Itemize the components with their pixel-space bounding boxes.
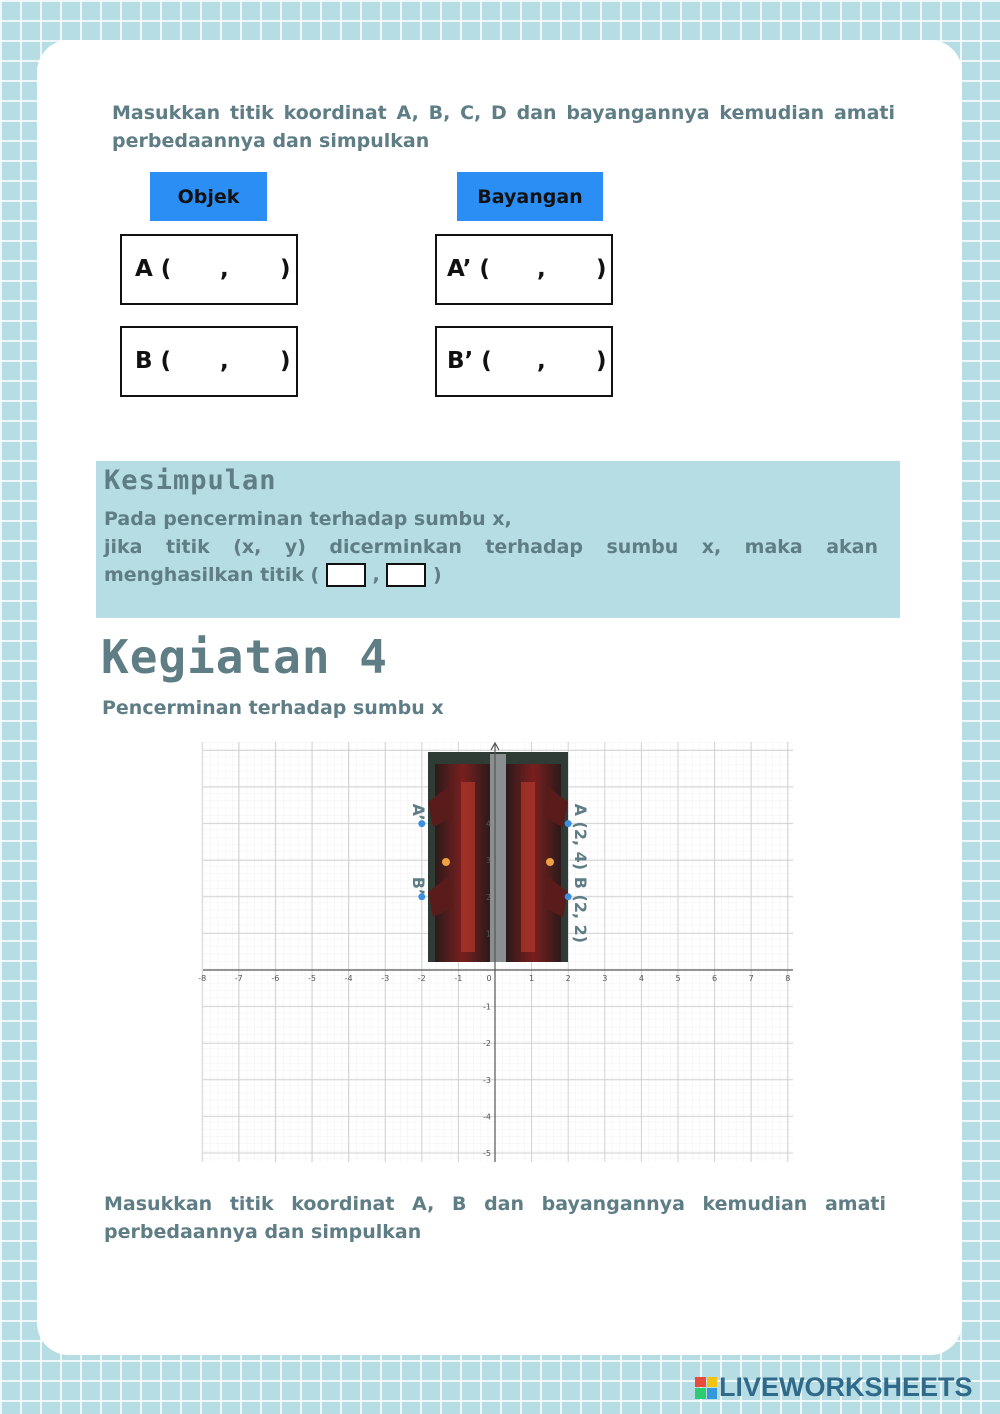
- coordinate-label-a-prime: A’ (: [447, 256, 490, 282]
- x-tick-label: -4: [344, 974, 353, 983]
- x-tick-label: -6: [271, 974, 280, 983]
- x-tick-label: 8: [785, 974, 791, 983]
- coordinate-comma: ,: [220, 348, 229, 374]
- conclusion-separator: ,: [372, 564, 380, 586]
- coordinate-close: ): [596, 256, 607, 282]
- x-tick-label: 6: [712, 974, 718, 983]
- coordinate-graph: [198, 742, 793, 1162]
- coordinate-label-b: B (: [135, 348, 172, 374]
- x-tick-label: 5: [675, 974, 681, 983]
- coordinate-label-a: A (: [135, 256, 172, 282]
- x-tick-label: 7: [748, 974, 754, 983]
- x-tick-label: -8: [198, 974, 207, 983]
- graph-point: [565, 820, 572, 827]
- y-tick-label: -4: [483, 1112, 491, 1122]
- coordinate-comma: ,: [220, 256, 229, 282]
- y-tick-label: 4: [485, 819, 491, 829]
- coordinate-box-b-prime: [435, 326, 613, 397]
- coordinate-close: ): [280, 348, 291, 374]
- conclusion-title: Kesimpulan: [104, 465, 277, 496]
- coordinate-box-a: [120, 234, 298, 305]
- object-header: Objek: [150, 172, 267, 221]
- coordinate-box-a-prime: [435, 234, 613, 305]
- conclusion-line-1: Pada pencerminan terhadap sumbu x,: [104, 508, 512, 530]
- answer-blank-x[interactable]: [326, 563, 366, 587]
- graph-point-label: B (2, 2): [571, 876, 591, 944]
- conclusion-close: ): [432, 564, 442, 586]
- x-tick-label: -3: [381, 974, 390, 983]
- instruction-text-1: Masukkan titik koordinat A, B, C, D dan bayangannya kemudian amati perbedaannya dan simpulkan: [112, 102, 895, 152]
- x-tick-label: -1: [454, 974, 463, 983]
- conclusion-panel: [96, 461, 900, 618]
- y-tick-label: -1: [483, 1002, 491, 1012]
- x-tick-label: 4: [638, 974, 644, 983]
- coordinate-close: ): [596, 348, 607, 374]
- x-tick-label: 1: [529, 974, 535, 983]
- graph-point: [565, 893, 572, 900]
- y-tick-label: 1: [485, 929, 491, 939]
- coordinate-close: ): [280, 256, 291, 282]
- y-tick-label: -5: [483, 1149, 491, 1158]
- x-tick-label: -7: [234, 974, 243, 983]
- x-tick-label: -5: [308, 974, 316, 983]
- y-tick-label: -3: [483, 1075, 491, 1085]
- activity-subtitle: Pencerminan terhadap sumbu x: [102, 697, 444, 719]
- mirrored-pagoda-image: [428, 752, 568, 962]
- graph-point-label: A’: [408, 803, 428, 821]
- y-tick-label: -2: [483, 1039, 491, 1049]
- conclusion-text: [104, 505, 878, 589]
- graph-point-label: A (2, 4): [571, 803, 591, 871]
- coordinate-comma: ,: [537, 348, 546, 374]
- coordinate-comma: ,: [537, 256, 546, 282]
- image-header: Bayangan: [457, 172, 603, 221]
- graph-point-label: B’: [408, 876, 428, 896]
- x-tick-label: 3: [602, 974, 608, 983]
- y-tick-label: 2: [485, 892, 491, 902]
- liveworksheets-logo-icon: [695, 1377, 717, 1399]
- coordinate-label-b-prime: B’ (: [447, 348, 492, 374]
- x-tick-label: 2: [565, 974, 571, 983]
- x-tick-label: 0: [486, 974, 492, 983]
- x-tick-label: -2: [417, 974, 426, 983]
- conclusion-line-2: jika titik (x, y) dicerminkan terhadap sumbu x, maka akan menghasilkan titik (: [104, 536, 878, 586]
- answer-blank-y[interactable]: [386, 563, 426, 587]
- coordinate-box-b: [120, 326, 298, 397]
- instruction-text-2: Masukkan titik koordinat A, B dan bayangannya kemudian amati perbedaannya dan simpulkan: [104, 1193, 886, 1243]
- activity-title: Kegiatan 4: [101, 630, 388, 684]
- y-tick-label: 3: [485, 856, 491, 866]
- graph-point: [418, 820, 425, 827]
- liveworksheets-logo: [695, 1372, 973, 1403]
- liveworksheets-brand: LIVEWORKSHEETS: [719, 1372, 973, 1402]
